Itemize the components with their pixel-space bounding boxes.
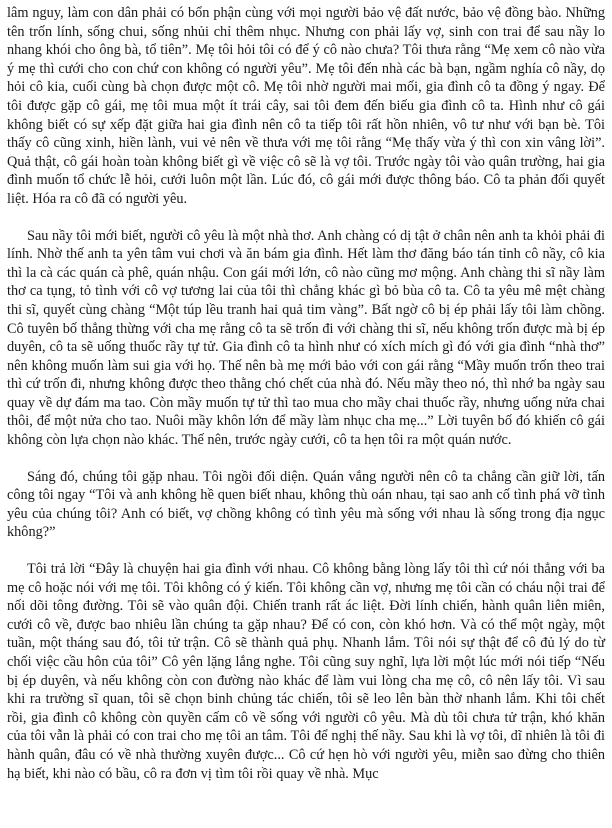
paragraph-4: Tôi trả lời “Đây là chuyện hai gia đình với nhau. Cô không bằng lòng lấy tôi thì cứ nói thẳng với ba mẹ cô hoặc nói với mẹ tôi. Tôi không có ý kiến. Tôi không cần vợ, nhưng mẹ tôi cần có cháu nội trai để nối dõi tông đường. Tôi sẽ vào quân đội. Chiến tranh rất ác liệt. Đời lính chiến, hành quân liên miên, cưới cô về, được bao nhiêu lần chúng ta gặp nhau? Để có con, còn khó hơn. Và có thể một ngày, một tuần, một tháng sau đó, tôi tử trận. Cô sẽ thành quả phụ. Nhanh lắm. Tôi nói sự thật để cô đủ lý do từ chối việc cầu hôn của tôi” Cô yên lặng lắng nghe. Tôi cũng suy nghĩ, lựa lời một lúc mới nói tiếp “Nếu bị ép duyên, và nếu không còn con đường nào khác để làm vui lòng cha mẹ cô, cô nên lấy tôi. Vì sau khi ra trường sĩ quan, tôi sẽ chọn binh chủng tác chiến, tôi sẽ leo lên bàn thờ nhanh lắm. Khi tôi chết rồi, gia đình cô không còn quyền cấm cô về sống với người cô yêu. Mà dù tôi chưa tử trận, khó khăn của tôi vẫn là phải có con trai cho mẹ tôi an tâm. Tôi để nghị thế nầy. Sau khi là vợ tôi, dĩ nhiên là tôi đi hành quân, đâu có về nhà thường xuyên được... Cô cứ hẹn hò với người yêu, miễn sao đừng cho thiên hạ biết, khi nào có bầu, cô ra đơn vị tìm tôi rồi quay về nhà. Mục <box>7 561 605 782</box>
paragraph-1: lâm nguy, làm con dân phải có bổn phận cùng với mọi người bảo vệ đất nước, bảo vệ đồng bào. Những tên trốn lính, sống chui, sống nhủi chỉ thêm nhục. Nhưng con phải lấy vợ, sinh con trai để sau nầy lo nhang khói cho ông bà, tổ tiên”. Mẹ tôi hỏi tôi có để ý cô nào chưa? Tôi thưa rằng “Mẹ xem cô nào vừa ý mẹ thì cưới cho con chứ con không có người yêu”. Mẹ tôi đến nhà các bà bạn, ngầm nghía cô nầy, dọ hỏi cô kia, cuối cùng bà chọn được một cô. Mẹ tôi nhờ người mai mối, gia đình cô ta đồng ý ngay. Để tôi được gặp cô gái, mẹ tôi mua một ít trái cây, sai tôi đem đến biếu gia đình cô ta. Hình như cô gái không biết có sự xếp đặt giữa hai gia đình nên cô ta tiếp tôi rất hồn nhiên, vô tư như với bạn bè. Tôi thấy cô cũng xinh, hiền lành, vui vẻ nên về thưa với mẹ tôi rằng “Mẹ thấy vừa ý thì con xin vâng lời”. Quả thật, cô gái hoàn toàn không biết gì về việc cô sẽ là vợ tôi. Trước ngày tôi vào quân trường, hai gia đình muốn tổ chức lễ hỏi, cưới luôn một lần. Lúc đó, cô gái mới được thông báo. Cô ta phản đối quyết liệt. Hóa ra cô đã có người yêu. <box>7 5 605 207</box>
paragraph-2: Sau nầy tôi mới biết, người cô yêu là một nhà thơ. Anh chàng có dị tật ở chân nên anh ta khỏi phải đi lính. Nhờ thế anh ta yên tâm vui chơi và ăn bám gia đình. Hết làm thơ đăng báo tán tỉnh cô nầy, cô kia thì la cà các quán cà phê, quán nhậu. Con gái mới lớn, cô nào cũng mơ mộng. Anh chàng thi sĩ nầy làm thơ ca tụng, tỏ tình với cô vợ tương lai của tôi thì chẳng khác gì bỏ bùa cô ta. Cô ta yêu mê mệt chàng thi sĩ, quyết cùng chàng “Một túp lều tranh hai quả tim vàng”. Bất ngờ cô bị ép phải lấy tôi làm chồng. Cô tuyên bố thẳng thừng với cha mẹ rằng cô ta sẽ trốn đi với chàng thi sĩ, nếu không trốn được mà bị ép duyên, cô ta sẽ uống thuốc rầy tự tử. Gia đình cô ta hình như có xích mích gì đó với gia đình “nhà thơ” nên không muốn làm sui gia với họ. Thế nên bà mẹ mới bảo với con gái rằng “Mầy muốn trốn theo trai thì cứ trốn đi, nhưng không được theo thằng chó chết của nhà đó. Nếu mầy theo nó, thì nhớ ba ngày sau quay về dự đám ma tao. Còn mầy muốn tự tử thì tao mua cho mầy chai thuốc rầy, nhưng uống nửa chai thôi, để một nửa cho tao. Nuôi mầy khôn lớn để mầy làm nhục cha mẹ...” Lời tuyên bố đó khiến cô gái không còn lựa chọn nào khác. Thế nên, trước ngày cưới, cô ta hẹn tôi ra một quán nước. <box>7 227 605 449</box>
paragraph-3: Sáng đó, chúng tôi gặp nhau. Tôi ngồi đối diện. Quán vắng người nên cô ta chẳng cần giữ lời, tấn công tôi ngay “Tôi và anh không hề quen biết nhau, không thù oán nhau, tại sao anh cố tình phá vỡ tình yêu của chúng tôi? Anh có biết, vợ chồng không có tình yêu mà sống với nhau là sống trong địa ngục không?” <box>7 468 605 541</box>
